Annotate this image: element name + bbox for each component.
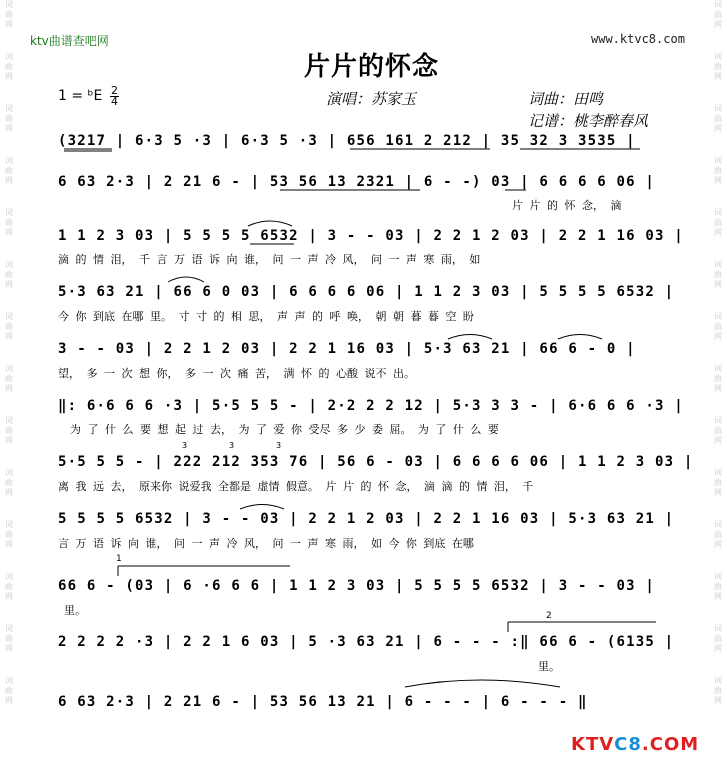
time-signature: 2 4 <box>111 84 118 108</box>
score-row-11-notes: 6 63 2·3 | 2 21 6 - | 53 56 13 21 | 6 - - - | 6 - - - ‖ <box>58 694 588 710</box>
volta-2-number: 2 <box>546 611 552 621</box>
site-url-label: www.ktvc8.com <box>591 32 685 46</box>
brand-logo-part1: KTV <box>571 734 615 755</box>
score-row-10-notes: 2 2 2 2 ·3 | 2 2 1 6 03 | 5 ·3 63 21 | 6 - - - :‖ 66 6 - (6135 | <box>58 634 675 650</box>
key-signature: 1 = ᵇE <box>58 88 103 104</box>
triplet-mark: 3 <box>229 441 235 450</box>
right-watermark-column: 词 曲 网 词 曲 网 词 曲 网 词 曲 网 词 曲 网 词 曲 网 词 曲 网 词 曲 网 词 曲 网 词 曲 网 词 曲 网 词 曲 网 词 曲 网 词 曲 网 <box>714 0 722 705</box>
brand-logo <box>571 734 699 755</box>
score-row-2-lyrics: 片 片 的 怀 念， 滴 <box>512 199 622 212</box>
triplet-mark: 3 <box>182 441 188 450</box>
song-title: 片片的怀念 <box>304 52 440 82</box>
brand-logo-part2: C8 <box>614 734 642 755</box>
score-row-5-notes: 3 - - 03 | 2 2 1 2 03 | 2 2 1 16 03 | 5·3 63 21 | 66 6 - 0 | <box>58 341 636 357</box>
score-row-4-lyrics: 今 你 到底 在哪 里。 寸 寸 的 相 思， 声 声 的 呼 唤， 朝 朝 暮 暮 空 盼 <box>58 310 474 323</box>
site-name-label: ktv曲谱查吧网 <box>30 34 109 48</box>
composer-credit: 词曲：田鸣 <box>528 90 604 108</box>
score-row-8-lyrics: 言 万 语 诉 向 谁， 问 一 声 冷 风， 问 一 声 寒 雨， 如 今 你 到底 在哪 <box>58 537 474 550</box>
score-row-2-notes: 6 63 2·3 | 2 21 6 - | 53 56 13 2321 | 6 - -) 03 | 6 6 6 6 06 | <box>58 174 655 190</box>
score-row-3-notes: 1 1 2 3 03 | 5 5 5 5 6532 | 3 - - 03 | 2 2 1 2 03 | 2 2 1 16 03 | <box>58 228 684 244</box>
score-row-6-lyrics: 为 了 什 么 要 想 起 过 去， 为 了 爱 你 受尽 多 少 委 屈。 为 了 什 么 要 <box>70 423 499 436</box>
left-watermark-column: 词 曲 网 词 曲 网 词 曲 网 词 曲 网 词 曲 网 词 曲 网 词 曲 网 词 曲 网 词 曲 网 词 曲 网 词 曲 网 词 曲 网 词 曲 网 词 曲 网 <box>5 0 13 705</box>
score-row-3-lyrics: 滴 的 情 泪， 千 言 万 语 诉 向 谁， 问 一 声 冷 风， 问 一 声 寒 雨， 如 <box>58 253 481 266</box>
triplet-mark: 3 <box>276 441 282 450</box>
score-row-9-notes: 66 6 - (03 | 6 ·6 6 6 | 1 1 2 3 03 | 5 5 5 5 6532 | 3 - - 03 | <box>58 578 655 594</box>
brand-logo-part3: .COM <box>641 734 700 755</box>
singer-credit: 演唱：苏家玉 <box>326 90 417 108</box>
score-row-9-lyrics: 里。 <box>64 604 86 617</box>
score-row-10-lyrics: 里。 <box>538 660 560 673</box>
score-row-4-notes: 5·3 63 21 | 66 6 0 03 | 6 6 6 6 06 | 1 1 2 3 03 | 5 5 5 5 6532 | <box>58 284 675 300</box>
score-row-1-notes: (3217 | 6·3 5 ·3 | 6·3 5 ·3 | 656 161 2 212 | 35 32 3 3535 | <box>58 133 636 149</box>
volta-1-number: 1 <box>116 554 122 564</box>
transcriber-credit: 记谱：桃李醉春风 <box>528 112 649 130</box>
score-row-5-lyrics: 望， 多 一 次 想 你， 多 一 次 痛 苦， 满 怀 的 心酸 说不 出。 <box>58 367 415 380</box>
score-row-8-notes: 5 5 5 5 6532 | 3 - - 03 | 2 2 1 2 03 | 2 2 1 16 03 | 5·3 63 21 | <box>58 511 675 527</box>
score-row-6-notes: ‖: 6·6 6 6 ·3 | 5·5 5 5 - | 2·2 2 2 12 | 5·3 3 3 - | 6·6 6 6 ·3 | <box>58 398 684 414</box>
score-row-7-notes: 5·5 5 5 - | 222 212 353 76 | 56 6 - 03 | 6 6 6 6 06 | 1 1 2 3 03 | <box>58 454 694 470</box>
score-row-7-lyrics: 离 我 远 去， 原来你 说爱我 全都是 虚情 假意。 片 片 的 怀 念， 滴 滴 的 情 泪， 千 <box>58 480 534 493</box>
